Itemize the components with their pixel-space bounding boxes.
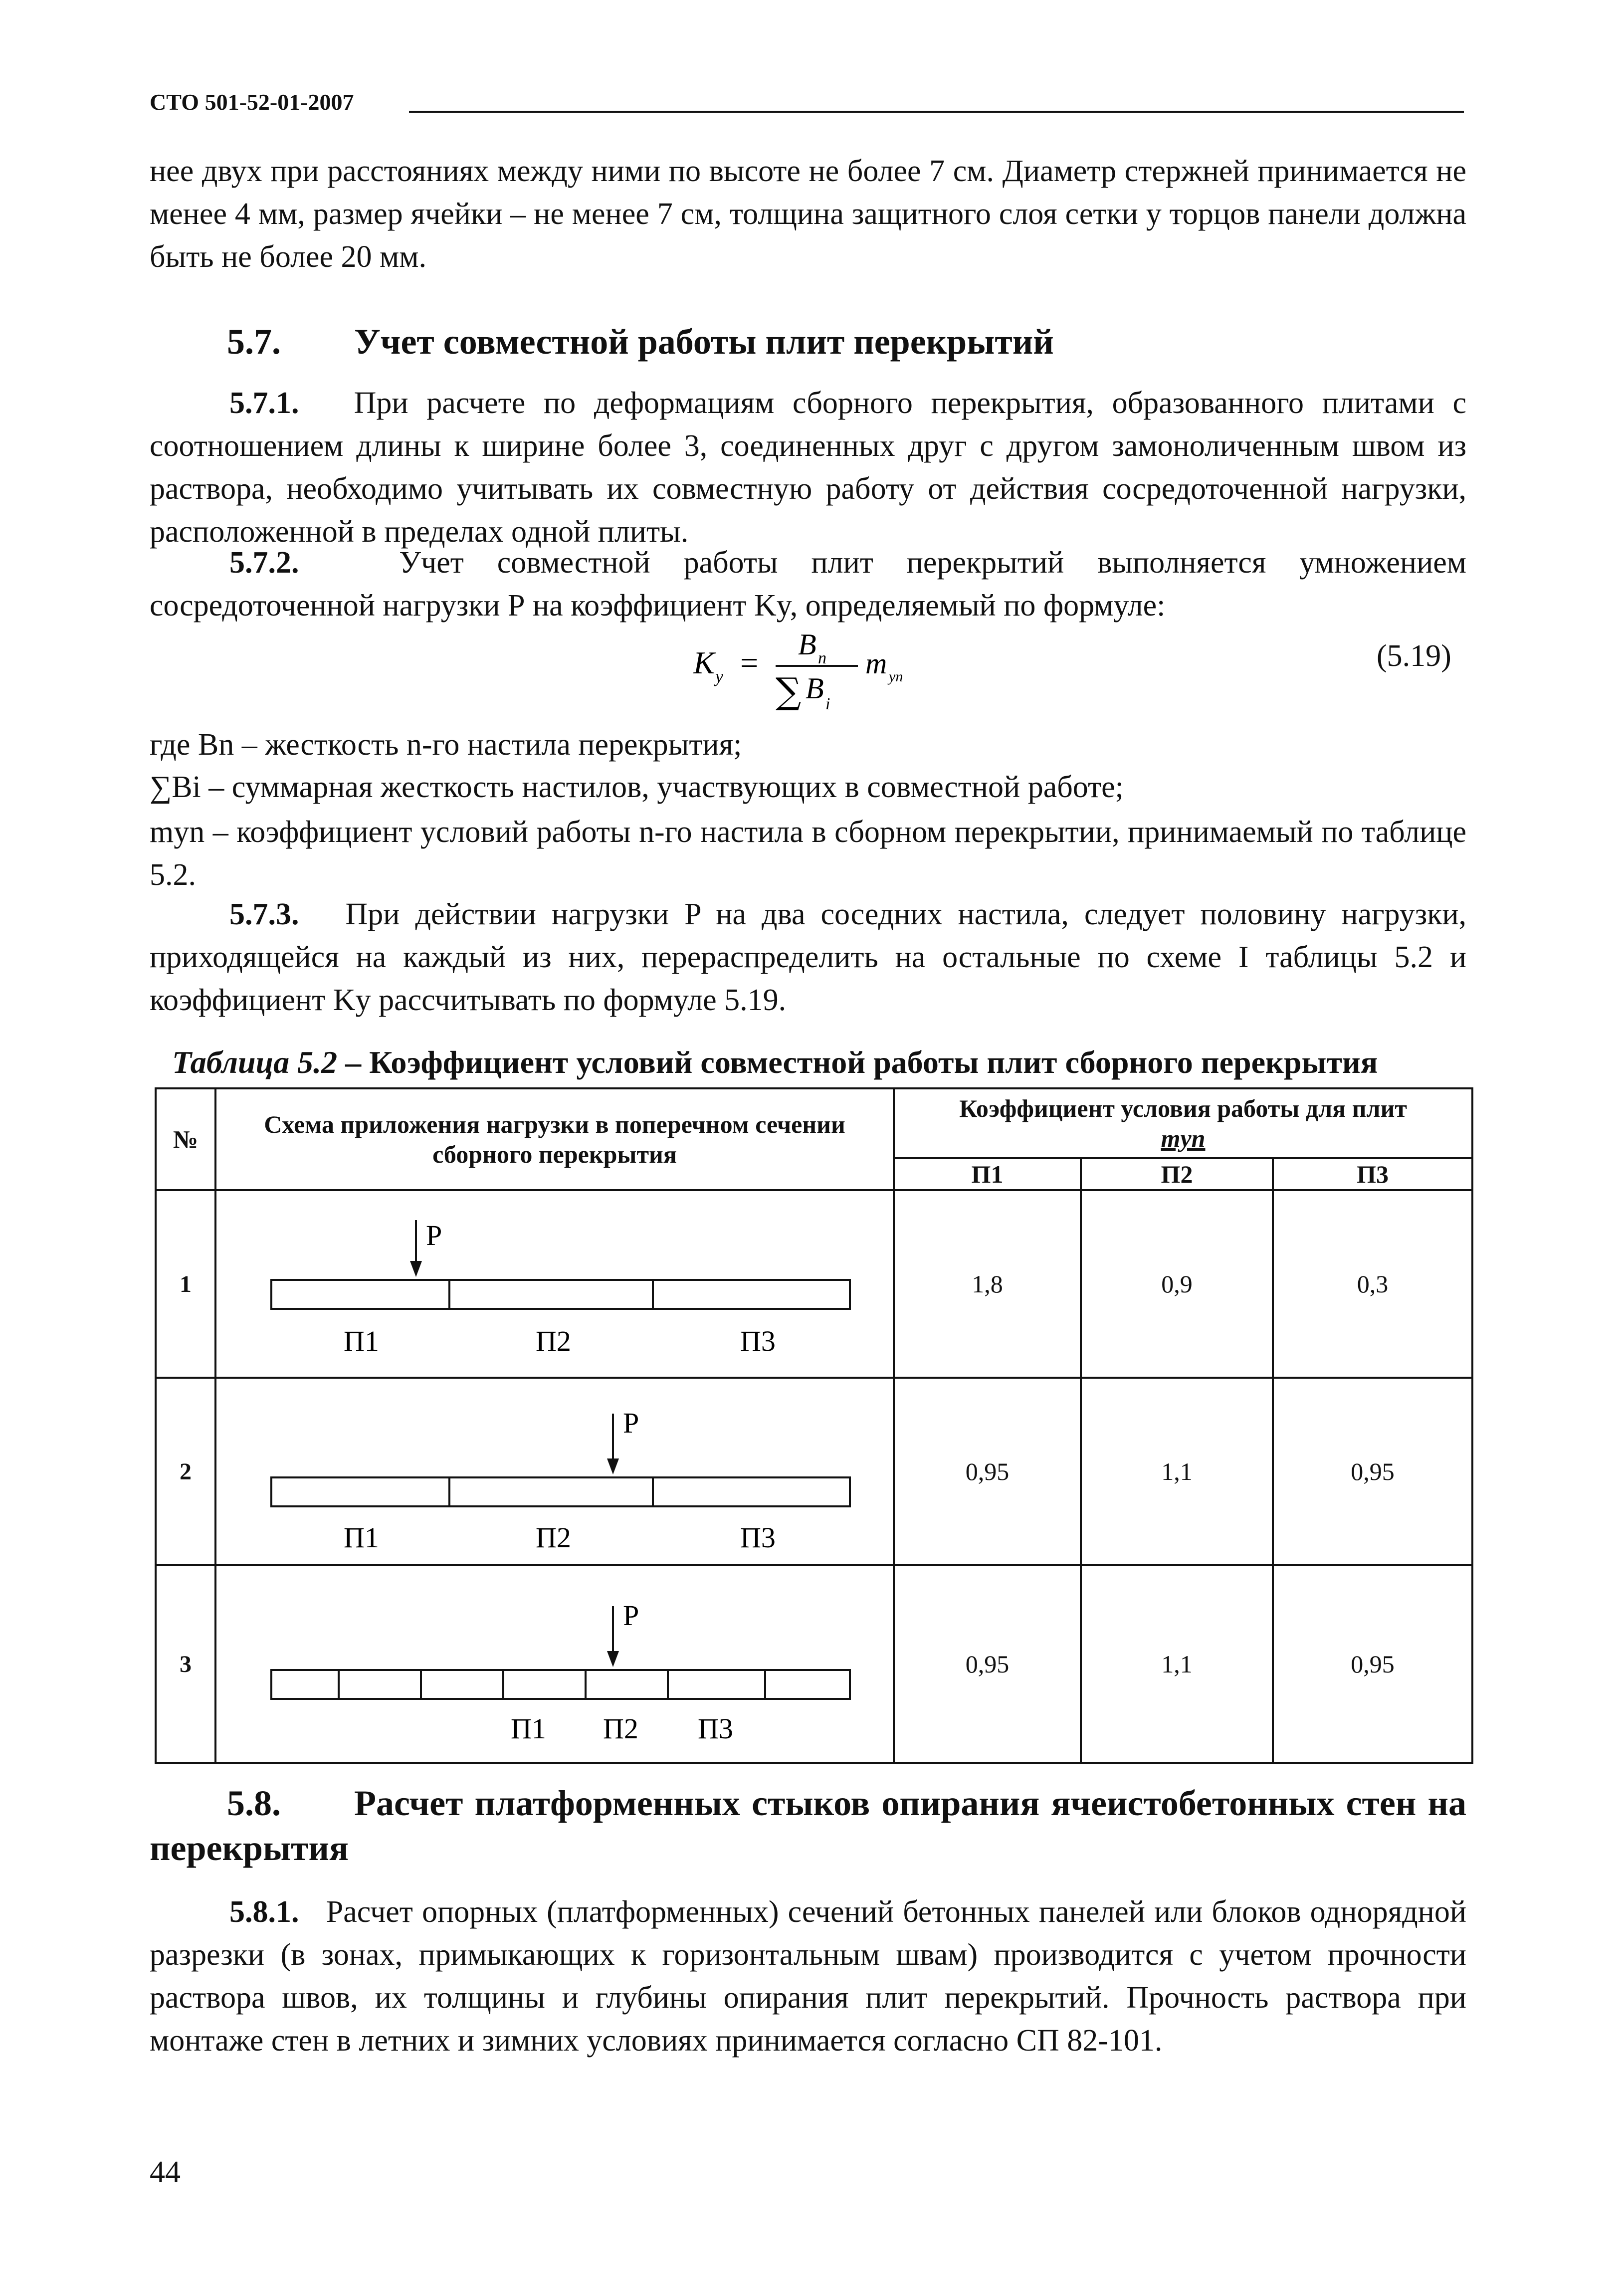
formula-denominator: B — [806, 672, 824, 705]
table-caption — [172, 1042, 1378, 1082]
formula-numerator-sub: n — [818, 649, 826, 667]
load-label: P — [623, 1407, 639, 1439]
value-p1: 1,8 — [894, 1190, 1081, 1378]
plate-label-p2: П2 — [536, 1325, 571, 1357]
col-header-number: № — [156, 1088, 215, 1190]
paragraph-number: 5.8.1. — [229, 1895, 299, 1929]
value-p2: 1,1 — [1081, 1565, 1273, 1763]
load-scheme-diagram — [216, 1379, 895, 1558]
paragraph-number: 5.7.3. — [229, 897, 299, 931]
value-p2: 1,1 — [1081, 1378, 1273, 1565]
plate-label-p1: П1 — [511, 1712, 546, 1745]
sub-col-p3: П3 — [1273, 1158, 1472, 1190]
load-scheme-2 — [215, 1378, 894, 1565]
where-line-1: где Bn – жесткость n-го настила перекрытия; — [150, 728, 742, 762]
row-number: 2 — [156, 1378, 215, 1565]
col-header-coefficient-symbol: myn — [1161, 1124, 1206, 1152]
value-p1: 0,95 — [894, 1378, 1081, 1565]
paragraph-5-7-2 — [150, 541, 1466, 627]
paragraph-number: 5.7.2. — [229, 546, 299, 580]
paragraph-text: Расчет опорных (платформенных) сечений бетонных панелей или блоков однорядной разрезки (в зонах, примыкающих к горизонтальным швам) производится с учетом прочности раствора швов, их толщины и глубины опирания плит перекрытий. Прочность раствора при монтаже стен в летних и зимних условиях принимается согласно СП 82-101. — [150, 1895, 1467, 2058]
section-number: 5.7. — [227, 322, 281, 362]
plate-label-p3: П3 — [740, 1521, 776, 1554]
col-header-coefficient — [894, 1088, 1472, 1158]
row-number: 1 — [156, 1190, 215, 1378]
where-line-2: ∑Bi – суммарная жесткость настилов, участвующих в совместной работе; — [150, 770, 1124, 804]
load-scheme-1 — [215, 1190, 894, 1378]
where-line-3: myn – коэффициент условий работы n-го настила в сборном перекрытии, принимаемый по таблице 5.2. — [150, 815, 1466, 892]
plate-label-p2: П2 — [603, 1712, 638, 1745]
formula-denominator-sub: i — [825, 695, 830, 713]
formula-factor: m — [865, 647, 887, 680]
load-scheme-diagram — [216, 1191, 895, 1371]
table-caption-label: Таблица 5.2 — [172, 1044, 338, 1080]
header-rule — [409, 111, 1464, 113]
col-header-scheme: Схема приложения нагрузки в поперечном сечении сборного перекрытия — [215, 1088, 894, 1190]
page-number: 44 — [150, 2155, 181, 2189]
section-5-8-title — [150, 1781, 1466, 1871]
paragraph-text: При расчете по деформациям сборного перекрытия, образованного плитами с соотношением длины к ширине более 3, соединенных друг с другом замоноличенным швом из раствора, необходимо учитывать их совместную работу от действия сосредоточенной нагрузки, расположенной в пределах одной плиты. — [150, 386, 1466, 549]
plate-label-p1: П1 — [344, 1325, 379, 1357]
value-p3: 0,3 — [1273, 1190, 1472, 1378]
formula-eq: = — [738, 645, 760, 680]
plate-label-p1: П1 — [344, 1521, 379, 1554]
plate-label-p2: П2 — [536, 1521, 571, 1554]
section-title-text: Учет совместной работы плит перекрытий — [354, 322, 1054, 362]
formula-sum-sign: ∑ — [776, 670, 802, 712]
value-p3: 0,95 — [1273, 1378, 1472, 1565]
plate-label-p3: П3 — [740, 1325, 776, 1357]
load-scheme-3 — [215, 1565, 894, 1763]
load-scheme-diagram — [216, 1566, 895, 1756]
formula-lhs: K — [693, 645, 715, 680]
document-code: СТО 501-52-01-2007 — [150, 89, 354, 115]
table-row — [156, 1190, 1472, 1378]
load-label: P — [623, 1599, 639, 1632]
value-p2: 0,9 — [1081, 1190, 1273, 1378]
plate-label-p3: П3 — [698, 1712, 733, 1745]
paragraph-text: При действии нагрузки P на два соседних настила, следует половину нагрузки, приходящейся на каждый из них, перераспределить на остальные по схеме I таблицы 5.2 и коэффициент Ky рассчитывать по формуле 5.19. — [150, 897, 1466, 1017]
row-number: 3 — [156, 1565, 215, 1763]
sub-col-p1: П1 — [894, 1158, 1081, 1190]
value-p1: 0,95 — [894, 1565, 1081, 1763]
formula-factor-sub: yn — [889, 668, 903, 685]
paragraph-5-7-1 — [150, 382, 1466, 553]
coefficient-table — [155, 1087, 1473, 1764]
col-header-coefficient-text: Коэффициент условия работы для плит — [959, 1094, 1407, 1122]
paragraph-text: Учет совместной работы плит перекрытий выполняется умножением сосредоточенной нагрузки Р на коэффициент Ky, определяемый по формуле: — [150, 546, 1466, 623]
paragraph-5-8-1 — [150, 1890, 1466, 2062]
paragraph-number: 5.7.1. — [229, 386, 299, 420]
table-row — [156, 1565, 1472, 1763]
section-title-text: Расчет платформенных стыков опирания ячеистобетонных стен на перекрытия — [150, 1783, 1466, 1868]
value-p3: 0,95 — [1273, 1565, 1472, 1763]
formula-number: (5.19) — [1377, 639, 1451, 673]
section-5-7-title — [150, 319, 1054, 364]
load-label: P — [426, 1219, 442, 1251]
table-row — [156, 1378, 1472, 1565]
paragraph-5-7-3 — [150, 893, 1466, 1022]
formula-5-19 — [693, 619, 973, 718]
sub-col-p2: П2 — [1081, 1158, 1273, 1190]
table-caption-text: – Коэффициент условий совместной работы плит сборного перекрытия — [337, 1044, 1378, 1080]
intro-paragraph: нее двух при расстояниях между ними по высоте не более 7 см. Диаметр стержней принимается не менее 4 мм, размер ячейки – не менее 7 см, толщина защитного слоя сетки у торцов панели должна быть не более 20 мм. — [150, 154, 1466, 274]
formula-numerator: B — [798, 628, 816, 661]
formula-lhs-sub: y — [715, 666, 723, 686]
section-number: 5.8. — [227, 1783, 281, 1823]
